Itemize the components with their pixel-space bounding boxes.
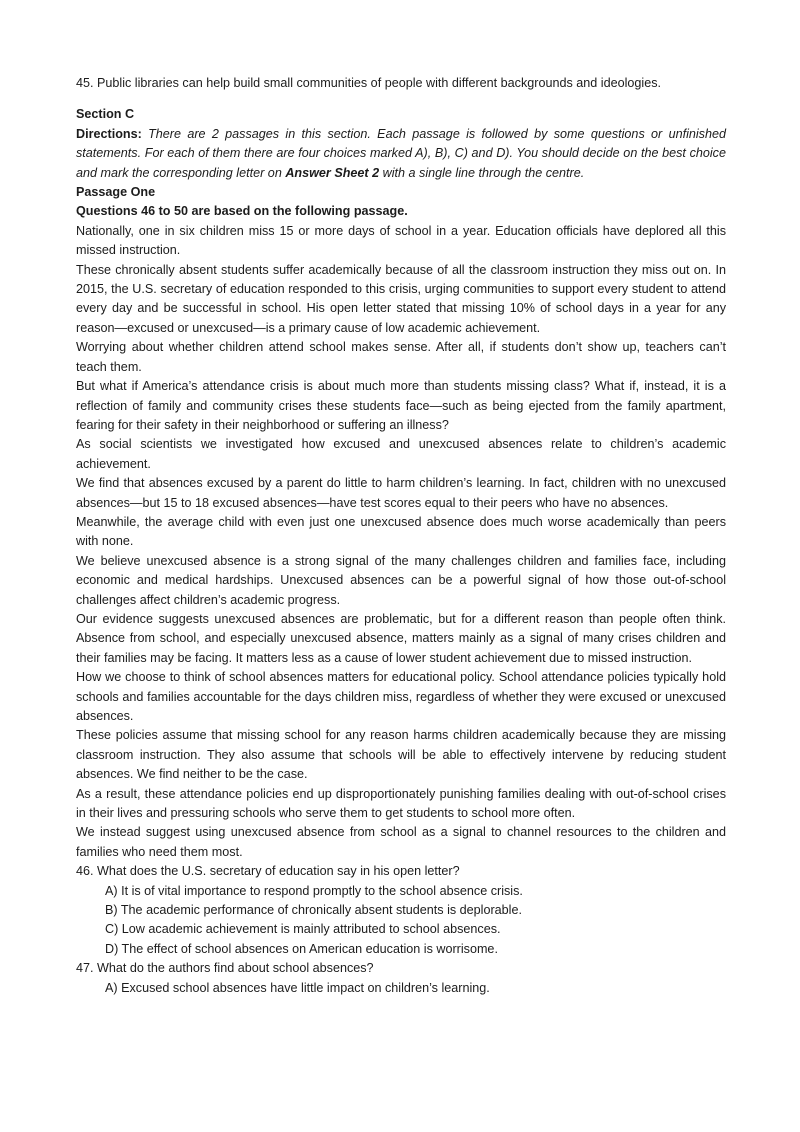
option-b: B) The academic performance of chronically absent students is deplorable.: [105, 903, 522, 918]
passage-paragraph: How we choose to think of school absences matters for educational policy. School attendance policies typically hold schools and families accountable for the days children miss, regardless of whether they were excused or unexcused absences.: [76, 670, 726, 723]
passage-paragraph: As a result, these attendance policies end up disproportionately punishing families dealing with out-of-school crises in their lives and pressuring schools who serve them to get students to school more often.: [76, 786, 726, 821]
directions-label: Directions:: [76, 126, 142, 141]
passage-title: Passage One: [76, 185, 156, 200]
questions-intro: Questions 46 to 50 are based on the following passage.: [76, 204, 408, 219]
question-46: [76, 862, 726, 959]
passage-body: [76, 222, 726, 862]
question-stem: 46. What does the U.S. secretary of education say in his open letter?: [76, 864, 460, 879]
passage-paragraph: Nationally, one in six children miss 15 or more days of school in a year. Education officials have deplored all this missed instruction.: [76, 223, 726, 258]
section-title: Section C: [76, 107, 135, 122]
passage-paragraph: We find that absences excused by a parent do little to harm children’s learning. In fact, children with no unexcused absences—but 15 to 18 excused absences—have test scores equal to their peers who have no absences.: [76, 476, 726, 510]
option-c: C) Low academic achievement is mainly attributed to school absences.: [105, 922, 501, 937]
passage-paragraph: Meanwhile, the average child with even just one unexcused absence does much worse academically than peers with none.: [76, 514, 726, 549]
spacer: [76, 93, 726, 105]
passage-paragraph: These policies assume that missing school for any reason harms children academically because they are missing classroom instruction. They also assume that schools will be able to effectively intervene by reducing student absences. We find neither to be the case.: [76, 728, 726, 782]
passage-paragraph: We instead suggest using unexcused absence from school as a signal to channel resources to the children and families who need them most.: [76, 825, 726, 859]
question-stem: 47. What do the authors find about school absences?: [76, 961, 374, 976]
passage-paragraph: We believe unexcused absence is a strong signal of the many challenges children and families face, including economic and medical hardships. Unexcused absences can be a powerful signal of how those out-of-school challenges affect children’s academic progress.: [76, 553, 726, 607]
exam-page: [76, 74, 726, 998]
directions-text-before: There are 2 passages in this section. Each passage is followed by some questions or unfinished statements. For each of them there are four choices marked A), B), C) and D). You should decide on the best choice and mark the corresponding letter on: [76, 126, 726, 180]
answer-sheet-label: Answer Sheet 2: [285, 165, 380, 180]
passage-paragraph: But what if America’s attendance crisis is about much more than students missing class? What if, instead, it is a reflection of family and community crises these students face—such as being ejected from the family apartment, fearing for their safety in their neighborhood or suffering an illness?: [76, 379, 726, 432]
passage-paragraph: Our evidence suggests unexcused absences are problematic, but for a different reason than people often think. Absence from school, and especially unexcused absence, matters mainly as a signal of many crises children and their families may be facing. It matters less as a cause of lower student achievement due to missed instruction.: [76, 611, 726, 665]
directions: [76, 125, 726, 183]
question-47: [76, 959, 726, 998]
option-a: A) It is of vital importance to respond promptly to the school absence crisis.: [105, 883, 523, 898]
option-d: D) The effect of school absences on American education is worrisome.: [105, 941, 498, 956]
passage-paragraph: Worrying about whether children attend school makes sense. After all, if students don’t show up, teachers can’t teach them.: [76, 340, 726, 374]
passage-paragraph: As social scientists we investigated how excused and unexcused absences relate to children’s academic achievement.: [76, 437, 726, 471]
item-45: 45. Public libraries can help build small communities of people with different backgrounds and ideologies.: [76, 76, 662, 90]
passage-paragraph: These chronically absent students suffer academically because of all the classroom instruction they miss out on. In 2015, the U.S. secretary of education responded to this crisis, urging communities to support every student to attend every day and be successful in school. His open letter stated that missing 10% of school days in a year for any reason—excused or unexcused—is a primary cause of low academic achievement.: [76, 262, 726, 335]
option-a: A) Excused school absences have little impact on children’s learning.: [105, 980, 490, 995]
directions-text-after: with a single line through the centre.: [379, 165, 585, 180]
